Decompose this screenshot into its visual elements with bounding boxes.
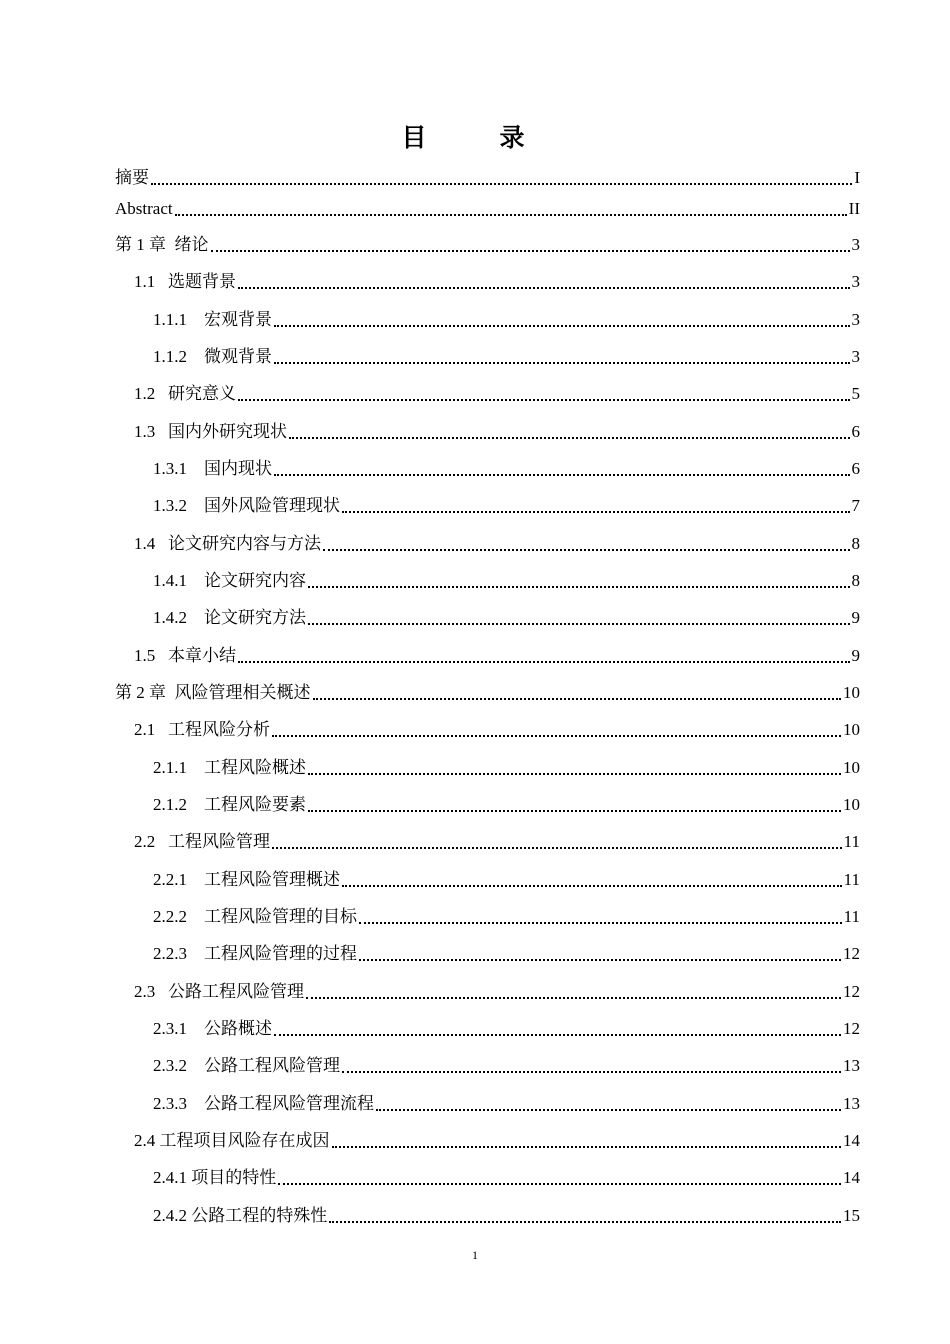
toc-entry-page: 10 [843,683,860,702]
dot-leader [332,1146,842,1148]
toc-entry-page: 12 [843,982,860,1001]
toc-entry-number: 1.1 [134,272,168,291]
dot-leader [308,623,850,625]
dot-leader [376,1109,841,1111]
dot-leader [274,362,850,364]
toc-entry-number: 1.4 [134,534,168,553]
toc-entry[interactable] [115,382,860,406]
toc-entry[interactable] [115,830,860,854]
toc-entry-page: 11 [843,832,860,851]
toc-entry[interactable] [115,1129,860,1153]
toc-entry-number: 1.4.2 [153,608,204,627]
toc-entry-page: 14 [843,1131,860,1150]
toc-entry-number: 2.1 [134,720,168,739]
toc-entry-number: 第 2 章 [115,683,175,702]
toc-entry-page: 14 [843,1168,860,1187]
toc-entry-number: 2.3.3 [153,1094,204,1113]
toc-entry-label: 工程风险管理的过程 [204,944,357,963]
toc-entry-number: 2.2.3 [153,944,204,963]
toc-entry-label: 选题背景 [168,272,236,292]
dot-leader [342,511,850,513]
toc-entry[interactable] [115,233,860,257]
toc-entry-page: 3 [851,310,860,329]
toc-entry-label: 公路工程的特殊性 [191,1206,328,1225]
dot-leader [274,1034,841,1036]
toc-entry-label: 工程风险管理概述 [204,870,340,889]
toc-entry[interactable] [115,457,860,481]
dot-leader [238,287,850,289]
dot-leader [211,250,850,252]
toc-entry-page: 9 [851,646,860,665]
toc-entry[interactable] [115,718,860,742]
toc-entry-number: 1.4.1 [153,571,204,590]
toc-entry[interactable] [115,681,860,705]
toc-entry-label: 国外风险管理现状 [204,496,340,515]
toc-entry-number: 2.4.2 [153,1206,192,1225]
toc-entry-label: 绪论 [174,235,209,254]
toc-entry[interactable] [115,420,860,444]
toc-entry-number: 2.2.1 [153,870,204,889]
toc-entry[interactable] [115,345,860,369]
toc-entry-label: 工程风险要素 [204,795,306,814]
toc-entry-label: 宏观背景 [204,310,272,329]
toc-entry-page: 6 [851,459,860,478]
toc-entry-label: 项目的特性 [191,1168,277,1187]
toc-entry-number: 2.3 [134,982,168,1001]
dot-leader [342,885,842,887]
toc-entry-label: 工程风险管理的目标 [204,907,357,926]
dot-leader [308,810,841,812]
toc-entry-page: 6 [851,422,860,441]
toc-entry[interactable] [115,1092,860,1116]
toc-entry-label: 公路工程风险管理流程 [204,1094,374,1113]
toc-entry-number: 2.3.2 [153,1056,204,1075]
toc-entry[interactable] [115,1054,860,1078]
dot-leader [342,1071,841,1073]
toc-entry-label: 公路概述 [204,1019,272,1038]
toc-entry[interactable] [115,1017,860,1041]
toc-entry[interactable] [115,494,860,518]
toc-entry[interactable] [115,532,860,556]
toc-entry-number: 2.3.1 [153,1019,204,1038]
toc-entry-page: 12 [843,1019,860,1038]
toc-entry-page: 8 [851,571,860,590]
toc-entry-page: 10 [843,758,860,777]
toc-entry-number: 1.1.1 [153,310,204,329]
toc-entry[interactable] [115,606,860,630]
toc-entry-number: 2.2 [134,832,168,851]
toc-entry-label: 研究意义 [168,384,236,404]
toc-entry[interactable] [115,868,860,892]
dot-leader [289,437,850,439]
toc-entry-label: 公路工程风险管理 [204,1056,340,1075]
toc-entry[interactable] [115,980,860,1004]
toc-entry-page: 11 [843,870,860,889]
page-number: 1 [472,1248,478,1262]
dot-leader [308,773,841,775]
toc-entry-page: II [848,199,860,218]
toc-entry-label: 本章小结 [168,646,236,666]
dot-leader [272,735,841,737]
toc-entry-label: 工程风险分析 [168,720,270,740]
toc-entry-number: 1.2 [134,384,168,403]
toc-entry[interactable] [115,905,860,929]
toc-entry[interactable] [115,644,860,668]
toc-entry[interactable] [115,569,860,593]
toc-entry-page: 13 [843,1056,860,1075]
dot-leader [329,1221,841,1223]
toc-entry-page: 13 [843,1094,860,1113]
toc-entry-number: 1.3.2 [153,496,204,515]
toc-entry-number: 2.1.1 [153,758,204,777]
toc-entry[interactable] [115,793,860,817]
toc-entry-page: 11 [843,907,860,926]
toc-entry-number: 2.1.2 [153,795,204,814]
toc-entry-label: 论文研究方法 [204,608,306,627]
toc-entry-page: I [854,168,860,187]
toc-entry-label: 微观背景 [204,347,272,366]
toc-entry-page: 5 [851,384,860,403]
dot-leader [359,922,842,924]
toc-entry-label: 论文研究内容与方法 [168,534,321,554]
toc-entry[interactable] [115,166,860,190]
toc-entry-page: 10 [843,795,860,814]
toc-entry[interactable] [115,756,860,780]
toc-entry-number: 1.3.1 [153,459,204,478]
toc-entry-label: Abstract [115,199,173,218]
dot-leader [323,549,850,551]
dot-leader [306,997,841,999]
toc-entry[interactable] [115,942,860,966]
toc-entry-label: 国内外研究现状 [168,422,287,442]
toc-entry-page: 10 [843,720,860,739]
dot-leader [274,325,850,327]
toc-entry-number: 第 1 章 [115,235,175,254]
toc-entry-page: 7 [851,496,860,515]
toc-entry[interactable] [115,1204,860,1228]
toc-entry-page: 3 [851,235,860,254]
dot-leader [151,183,852,185]
dot-leader [238,399,850,401]
toc-entry-page: 9 [851,608,860,627]
toc-entry-label: 工程项目风险存在成因 [159,1131,330,1151]
toc-title: 目 录 [401,123,549,152]
toc-entry[interactable] [115,197,860,221]
dot-leader [313,698,842,700]
toc-entry[interactable] [115,308,860,332]
toc-entry-number: 1.5 [134,646,168,665]
toc-entry-page: 12 [843,944,860,963]
toc-entry[interactable] [115,1166,860,1190]
toc-entry-label: 国内现状 [204,459,272,478]
toc-entry-page: 15 [843,1206,860,1225]
toc-entry[interactable] [115,270,860,294]
dot-leader [359,959,841,961]
toc-entry-label: 工程风险概述 [204,758,306,777]
toc-entry-label: 论文研究内容 [204,571,306,590]
dot-leader [272,847,842,849]
toc-entry-number: 1.1.2 [153,347,204,366]
dot-leader [278,1183,841,1185]
toc-entry-number: 1.3 [134,422,168,441]
dot-leader [175,214,847,216]
toc-entry-page: 8 [851,534,860,553]
dot-leader [238,661,850,663]
toc-entry-label: 工程风险管理 [168,832,270,852]
toc-entry-number: 2.2.2 [153,907,204,926]
toc-entry-label: 风险管理相关概述 [174,683,311,702]
dot-leader [308,586,850,588]
toc-entry-number: 2.4 [134,1131,160,1150]
toc-entry-label: 公路工程风险管理 [168,982,304,1002]
toc-entry-page: 3 [851,272,860,291]
toc-entry-label: 摘要 [115,168,149,187]
dot-leader [274,474,850,476]
toc-entry-number: 2.4.1 [153,1168,192,1187]
toc-entry-page: 3 [851,347,860,366]
